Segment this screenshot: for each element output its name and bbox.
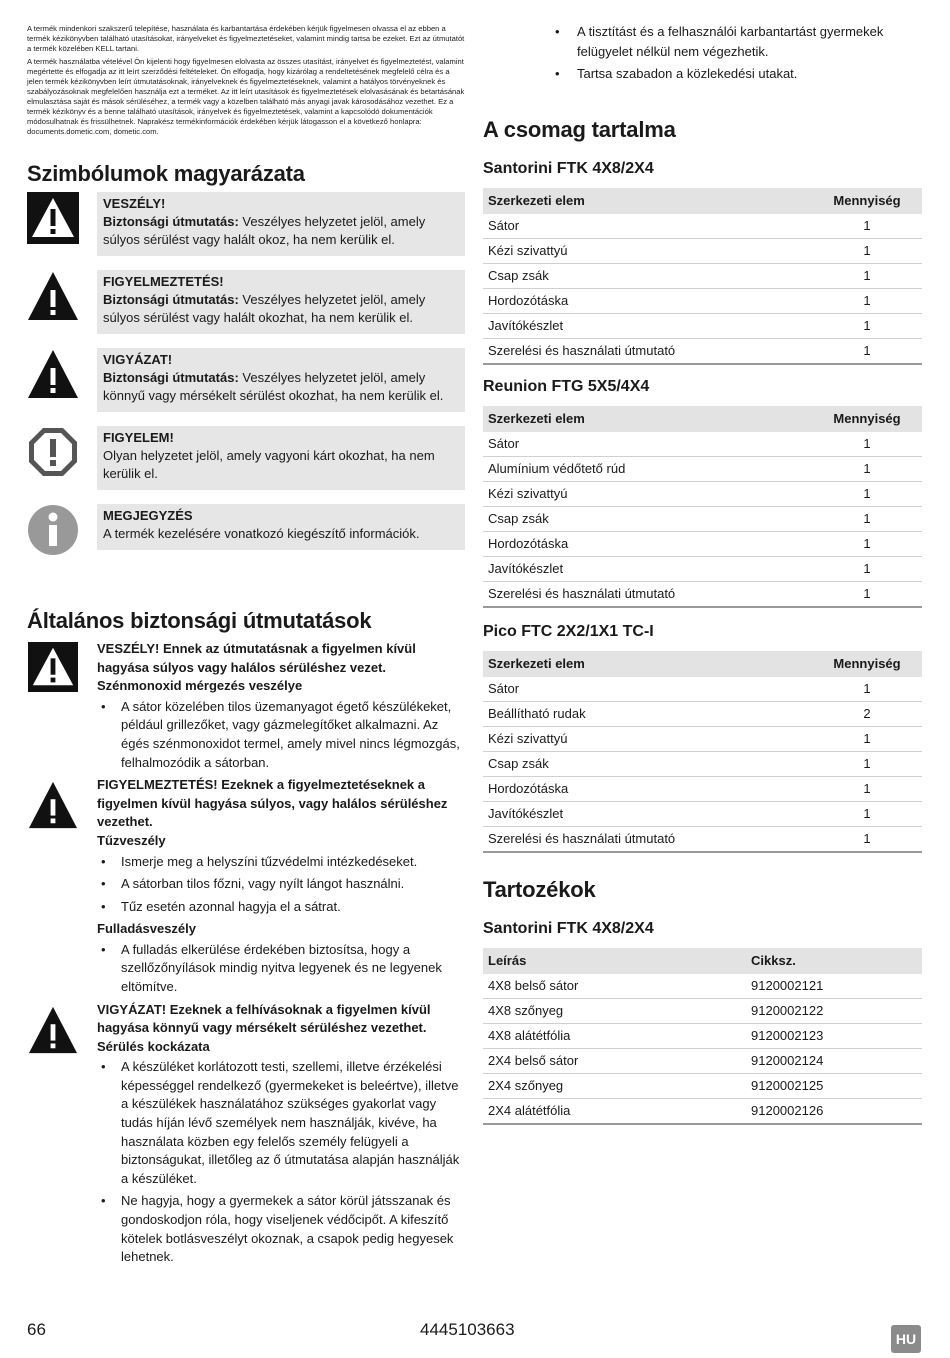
danger-icon [27, 192, 79, 244]
table-row [483, 238, 922, 263]
symbol-danger-text: Veszélyes helyzetet jelöl, amely súlyos sérülést vagy halált okoz, ha nem kerülik el. [103, 214, 426, 248]
table-header-row [483, 188, 922, 214]
symbol-caution-lead: Biztonsági útmutatás: [103, 370, 239, 386]
qty-cell: 2 [812, 701, 922, 726]
qty-cell: 1 [812, 288, 922, 313]
caution-icon [27, 1005, 79, 1055]
list-item: • Tűz esetén azonnal hagyja el a sátrat. [97, 898, 465, 917]
qty-cell: 1 [812, 826, 922, 852]
table-row [483, 998, 922, 1023]
column-header-qty: Mennyiség [812, 406, 922, 432]
package-table-santorini [483, 188, 922, 365]
list-item: • Ismerje meg a helyszíni tűzvédelmi intézkedéseket. [97, 853, 465, 872]
list-item: • A fulladás elkerülése érdekében biztosítsa, hogy a szellőzőnyílások mindig nyitva legyenek és ne legyenek eltömítve. [97, 941, 465, 997]
symbol-warning-box [97, 270, 465, 334]
qty-cell: 1 [812, 531, 922, 556]
table-row [483, 1048, 922, 1073]
list-item: • A tisztítást és a felhasználói karbantartást gyermekek felügyelet nélkül nem végezhetik. [553, 22, 922, 61]
general-danger-block [27, 640, 465, 772]
symbols-heading: Szimbólumok magyarázata [27, 161, 305, 187]
package-group-title: Pico FTC 2X2/1X1 TC-I [483, 622, 654, 640]
symbol-caution-title: VIGYÁZAT! [103, 352, 173, 368]
qty-cell: 1 [812, 432, 922, 457]
table-row [483, 1023, 922, 1048]
table-row [483, 726, 922, 751]
table-header-row [483, 406, 922, 432]
document-number: 4445103663 [420, 1320, 515, 1339]
general-caution-content [97, 1001, 465, 1267]
description-cell: 2X4 szőnyeg [483, 1073, 746, 1098]
table-row [483, 263, 922, 288]
qty-cell: 1 [812, 338, 922, 364]
table-row [483, 677, 922, 702]
column-header-item-number: Cikksz. [746, 948, 922, 974]
symbol-caution-text: Veszélyes helyzetet jelöl, amely könnyű vagy mérsékelt sérülést okozhat, ha nem kerülik el. [103, 370, 444, 404]
item-cell: Beállítható rudak [483, 701, 812, 726]
qty-cell: 1 [812, 238, 922, 263]
package-group-title: Santorini FTK 4X8/2X4 [483, 159, 654, 177]
column-header-item: Szerkezeti elem [483, 651, 812, 677]
table-row [483, 338, 922, 364]
qty-cell: 1 [812, 556, 922, 581]
item-cell: Javítókészlet [483, 313, 812, 338]
package-contents-heading: A csomag tartalma [483, 116, 676, 142]
item-number-cell: 9120002123 [746, 1023, 922, 1048]
item-cell: Hordozótáska [483, 288, 812, 313]
table-header-row [483, 651, 922, 677]
page-number: 66 [27, 1320, 46, 1339]
warning-icon [27, 780, 79, 830]
column-header-qty: Mennyiség [812, 188, 922, 214]
table-row [483, 556, 922, 581]
intro-paragraph-1: A termék mindenkori szakszerű telepítése, használata és karbantartása érdekében kérjük figyelmesen olvassa el az ebben a termék kézikönyvben található utasításokat, irányelveket és figyelmeztetéseket, valamint mindig tartsa be ezeket. Ezt az útmutatót a termék közelében KELL tartani. [27, 24, 465, 54]
symbol-note-title: MEGJEGYZÉS [103, 508, 193, 524]
description-cell: 4X8 alátétfólia [483, 1023, 746, 1048]
general-danger-sub: Szénmonoxid mérgezés veszélye [97, 678, 303, 694]
qty-cell: 1 [812, 581, 922, 607]
general-danger-list [97, 698, 465, 772]
list-item: • A sátor közelében tilos üzemanyagot égető készülékeket, például grillezőket, vagy gázmelegítőket alkalmazni. Az égés szénmonoxidot termel, amely mivel nincs légmozgás, felhalmozódik a sátorban. [97, 698, 465, 772]
general-safety-heading: Általános biztonsági útmutatások [27, 608, 372, 634]
list-item: • Tartsa szabadon a közlekedési utakat. [553, 64, 922, 84]
symbol-warning-text: Veszélyes helyzetet jelöl, amely súlyos sérülést vagy halált okozhat, ha nem kerülik el. [103, 292, 426, 326]
table-row [483, 1098, 922, 1124]
caution-icon [27, 348, 79, 400]
table-row [483, 481, 922, 506]
table-row [483, 214, 922, 239]
qty-cell: 1 [812, 456, 922, 481]
description-cell: 2X4 belső sátor [483, 1048, 746, 1073]
item-cell: Hordozótáska [483, 531, 812, 556]
column-header-description: Leírás [483, 948, 746, 974]
list-item: • A készüléket korlátozott testi, szellemi, illetve érzékelési képességgel rendelkező (gyermekeket is beleértve), illetve a készülékek használatához szükséges gyakorlat vagy tudás híján lévő személyek nem használják, kivéve, ha használata közben egy felelős személy felügyeli a biztonságukat, illetőleg az ő útmutatása alapján használják a készüléket. [97, 1058, 465, 1188]
intro-paragraph-2: A termék használatba vételével Ön kijelenti hogy figyelmesen elolvasta az összes utasítást, irányelvet és figyelmeztetést, valamint megértette és elfogadja az itt leírt szerződési feltételeket. Ön elfogadja, hogy kizárólag a rendeltetésének megfelelő célra és a jelen termék kézikönyvben leírt útmutatásoknak, irányelveknek és figyelmeztetéseknek, valamint a hatályos törvényeknek és szabályozásoknak megfelelően használja ezt a terméket. Az itt leírt utasítások és figyelmeztetések elolvasásának és betartásának elmulasztása saját és mások sérüléséhez, a termék vagy a közelben található más anyagi javak károsodásához vezethet. Ez a termék kézikönyv és a benne található utasítások, irányelvek és figyelmeztetések, valamint a kapcsolódó dokumentációk módosulhatnak és frissülhetnek. Naprakész termékinformációk érdekében kérjük látogasson el a következő honlapra: documents.dometic.com, dometic.com. [27, 57, 465, 137]
table-row [483, 826, 922, 852]
info-icon [27, 504, 79, 556]
symbol-notice-title: FIGYELEM! [103, 430, 174, 446]
left-column [27, 24, 465, 1271]
table-row [483, 531, 922, 556]
symbol-note [27, 504, 465, 568]
description-cell: 2X4 alátétfólia [483, 1098, 746, 1124]
general-danger-heading: VESZÉLY! Ennek az útmutatásnak a figyelmen kívül hagyása súlyos vagy halálos sérüléshez vezet. [97, 641, 416, 675]
symbol-note-box [97, 504, 465, 550]
qty-cell: 1 [812, 751, 922, 776]
symbol-notice [27, 426, 465, 490]
item-cell: Kézi szivattyú [483, 726, 812, 751]
item-cell: Csap zsák [483, 506, 812, 531]
general-caution-list [97, 1058, 465, 1266]
language-badge: HU [891, 1325, 921, 1353]
item-cell: Alumínium védőtető rúd [483, 456, 812, 481]
item-cell: Hordozótáska [483, 776, 812, 801]
right-column [483, 22, 922, 1125]
column-header-qty: Mennyiség [812, 651, 922, 677]
column-header-item: Szerkezeti elem [483, 406, 812, 432]
item-cell: Kézi szivattyú [483, 481, 812, 506]
table-row [483, 313, 922, 338]
symbol-notice-box [97, 426, 465, 490]
symbol-danger-lead: Biztonsági útmutatás: [103, 214, 239, 230]
symbol-notice-text: Olyan helyzetet jelöl, amely vagyoni kárt okozhat, ha nem kerülik el. [103, 448, 435, 482]
general-warning-fire-list [97, 853, 465, 917]
table-row [483, 581, 922, 607]
general-warning-sub-suffocation: Fulladásveszély [97, 921, 196, 937]
table-row [483, 701, 922, 726]
warning-icon [27, 270, 79, 322]
general-warning-block [27, 776, 465, 996]
qty-cell: 1 [812, 481, 922, 506]
symbol-caution [27, 348, 465, 412]
symbol-caution-box [97, 348, 465, 412]
qty-cell: 1 [812, 801, 922, 826]
qty-cell: 1 [812, 263, 922, 288]
item-number-cell: 9120002125 [746, 1073, 922, 1098]
accessories-group-title: Santorini FTK 4X8/2X4 [483, 919, 654, 937]
table-row [483, 456, 922, 481]
list-item: • A sátorban tilos főzni, vagy nyílt lángot használni. [97, 875, 465, 894]
symbol-danger [27, 192, 465, 256]
item-cell: Szerelési és használati útmutató [483, 826, 812, 852]
table-row [483, 432, 922, 457]
item-cell: Javítókészlet [483, 556, 812, 581]
package-table-pico [483, 651, 922, 853]
item-number-cell: 9120002122 [746, 998, 922, 1023]
symbol-warning [27, 270, 465, 334]
item-number-cell: 9120002124 [746, 1048, 922, 1073]
item-number-cell: 9120002126 [746, 1098, 922, 1124]
accessories-table [483, 948, 922, 1125]
symbol-danger-box [97, 192, 465, 256]
item-cell: Csap zsák [483, 263, 812, 288]
symbol-warning-title: FIGYELMEZTETÉS! [103, 274, 224, 290]
table-row [483, 751, 922, 776]
general-warning-content [97, 776, 465, 996]
accessories-heading: Tartozékok [483, 876, 596, 902]
table-row [483, 506, 922, 531]
item-number-cell: 9120002121 [746, 974, 922, 999]
package-table-reunion [483, 406, 922, 608]
table-header-row [483, 948, 922, 974]
symbol-warning-lead: Biztonsági útmutatás: [103, 292, 239, 308]
item-cell: Javítókészlet [483, 801, 812, 826]
notice-icon [27, 426, 79, 478]
item-cell: Kézi szivattyú [483, 238, 812, 263]
table-row [483, 1073, 922, 1098]
item-cell: Szerelési és használati útmutató [483, 338, 812, 364]
table-row [483, 801, 922, 826]
symbol-note-text: A termék kezelésére vonatkozó kiegészítő információk. [103, 526, 420, 542]
symbol-danger-title: VESZÉLY! [103, 196, 166, 212]
item-cell: Szerelési és használati útmutató [483, 581, 812, 607]
description-cell: 4X8 belső sátor [483, 974, 746, 999]
table-row [483, 974, 922, 999]
symbols-list [27, 192, 465, 568]
general-caution-heading: VIGYÁZAT! Ezeknek a felhívásoknak a figyelmen kívül hagyása könnyű vagy mérsékelt sérüléshez vezethet. [97, 1001, 431, 1036]
item-cell: Sátor [483, 432, 812, 457]
caution-continued-list [553, 22, 922, 84]
general-warning-sub-fire: Tűzveszély [97, 832, 166, 848]
item-cell: Sátor [483, 214, 812, 239]
item-cell: Sátor [483, 677, 812, 702]
general-warning-heading: FIGYELMEZTETÉS! Ezeknek a figyelmeztetéseknek a figyelmen kívül hagyása súlyos, vagy halálos sérüléshez vezethet. [97, 777, 448, 830]
package-group-title: Reunion FTG 5X5/4X4 [483, 377, 650, 395]
qty-cell: 1 [812, 677, 922, 702]
description-cell: 4X8 szőnyeg [483, 998, 746, 1023]
qty-cell: 1 [812, 313, 922, 338]
column-header-item: Szerkezeti elem [483, 188, 812, 214]
item-cell: Csap zsák [483, 751, 812, 776]
general-danger-content [97, 640, 465, 772]
qty-cell: 1 [812, 776, 922, 801]
list-item: • Ne hagyja, hogy a gyermekek a sátor körül játsszanak és gondoskodjon róla, hogy viseljenek védőcipőt. A kifeszítő kötelek botlásveszélyt okoznak, a csapok pedig hegyesek lehetnek. [97, 1192, 465, 1266]
qty-cell: 1 [812, 214, 922, 239]
danger-icon [27, 642, 79, 692]
general-caution-block [27, 1001, 465, 1267]
general-caution-sub: Sérülés kockázata [97, 1038, 210, 1054]
table-row [483, 288, 922, 313]
table-row [483, 776, 922, 801]
qty-cell: 1 [812, 506, 922, 531]
general-warning-suffocation-list [97, 941, 465, 997]
qty-cell: 1 [812, 726, 922, 751]
intro-text [27, 24, 465, 137]
